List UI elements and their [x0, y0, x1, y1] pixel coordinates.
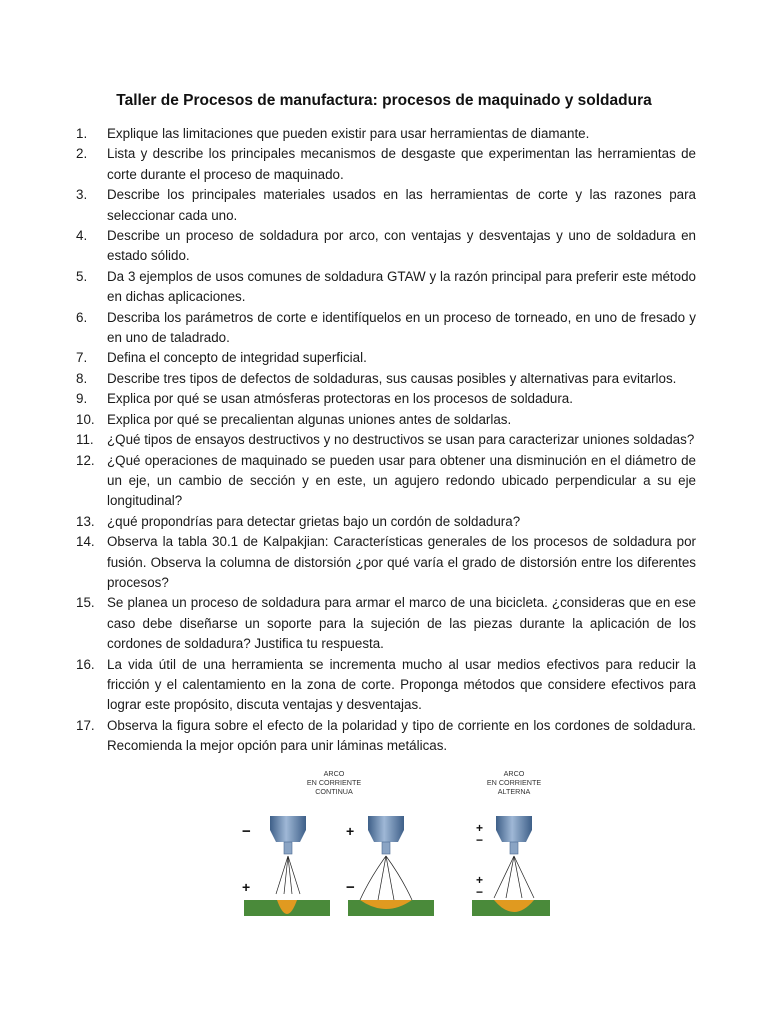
dc-label-line1: ARCO [323, 769, 345, 778]
electrode-icon [368, 816, 404, 842]
work-sign-plus: + [476, 873, 484, 887]
question-text: Explica por qué se usan atmósferas protectoras en los procesos de soldadura. [107, 391, 573, 407]
question-number: 9. [76, 391, 88, 407]
question-text: Describe un proceso de soldadura por arco, con ventajas y desventajas y uno de soldadura en estado sólido. [107, 228, 696, 264]
question-number: 4. [76, 228, 88, 244]
question-text: Explica por qué se precalientan algunas uniones antes de soldarlas. [107, 411, 512, 427]
arc-current-diagram [230, 766, 550, 926]
question-text: Describe los principales materiales usados en las herramientas de corte y las razones para seleccionar cada uno. [107, 187, 696, 223]
electrode-icon [270, 816, 306, 842]
question-number: 1. [76, 126, 88, 141]
question-number: 17. [76, 717, 95, 733]
question-text: ¿Qué operaciones de maquinado se pueden usar para obtener una disminución en el diámetro de un eje, un cambio de sección y en este, un agujero redondo ubicado perpendicular a su eje longitudinal? [107, 452, 696, 509]
question-item [76, 389, 696, 409]
question-list [76, 124, 696, 757]
question-text: Se planea un proceso de soldadura para armar el marco de una bicicleta. ¿consideras que en ese caso debe diseñarse un soporte para la sujeción de las piezas durante la aplicación de los cordones de soldadura? Justifica tu respuesta. [107, 595, 696, 652]
question-number: 12. [76, 452, 95, 468]
electrode-icon [496, 816, 532, 842]
question-item [76, 226, 696, 267]
question-number: 3. [76, 187, 88, 203]
question-number: 10. [76, 411, 95, 427]
question-item [76, 532, 696, 593]
question-text: Describe tres tipos de defectos de soldaduras, sus causas posibles y alternativas para evitarlos. [107, 370, 677, 386]
question-text: Observa la figura sobre el efecto de la polaridad y tipo de corriente en los cordones de soldadura. Recomienda la mejor opción para unir láminas metálicas. [107, 717, 696, 754]
question-item [76, 593, 696, 654]
question-number: 15. [76, 595, 95, 611]
question-number: 2. [76, 146, 88, 162]
question-item [76, 451, 696, 512]
panel-dc-reverse [346, 816, 434, 916]
question-item [76, 655, 696, 716]
electrode-sign: + [346, 823, 355, 839]
question-item [76, 144, 696, 185]
question-number: 8. [76, 370, 88, 386]
question-text: Defina el concepto de integridad superficial. [107, 350, 367, 366]
question-item [76, 267, 696, 308]
question-number: 11. [76, 432, 94, 448]
question-item [76, 512, 696, 532]
ac-label-line3: ALTERNA [497, 787, 531, 796]
question-item [76, 308, 696, 349]
question-item [76, 410, 696, 430]
question-number: 16. [76, 656, 95, 672]
question-item [76, 716, 696, 757]
question-text: La vida útil de una herramienta se incrementa mucho al usar medios efectivos para reducir la fricción y el calentamiento en la zona de corte. Proponga métodos que considere efectivos para lograr este propósito, discuta ventajas y desventajas. [107, 656, 696, 713]
question-number: 13. [76, 513, 95, 529]
question-text: ¿Qué tipos de ensayos destructivos y no destructivos se usan para caracterizar uniones soldadas? [107, 432, 695, 448]
question-text: Da 3 ejemplos de usos comunes de soldadura GTAW y la razón principal para preferir este método en dichas aplicaciones. [107, 268, 696, 305]
question-item [76, 369, 696, 389]
dc-label-line2: EN CORRIENTE [306, 778, 362, 787]
electrode-sign-minus: − [476, 833, 484, 847]
panel-dc-straight [242, 816, 330, 916]
question-text: Describa los parámetros de corte e identifíquelos en un proceso de torneado, en uno de fresado y en uno de taladrado. [107, 309, 696, 346]
question-text: ¿qué propondrías para detectar grietas bajo un cordón de soldadura? [107, 513, 521, 529]
question-text: Explique las limitaciones que pueden existir para usar herramientas de diamante. [107, 126, 590, 141]
work-sign: − [346, 879, 355, 896]
page-title: Taller de Procesos de manufactura: procesos de maquinado y soldadura [116, 92, 652, 109]
polarity-figure [230, 766, 550, 926]
dc-label-line3: CONTINUA [315, 787, 353, 796]
question-item [76, 430, 696, 450]
question-number: 14. [76, 534, 95, 550]
question-item [76, 124, 696, 144]
work-sign: + [242, 879, 251, 895]
question-number: 5. [76, 268, 88, 284]
ac-label-line1: ARCO [503, 769, 525, 778]
electrode-sign-plus: + [476, 821, 484, 835]
work-sign-minus: − [476, 885, 484, 899]
question-item [76, 348, 696, 368]
question-text: Lista y describe los principales mecanismos de desgaste que experimentan las herramientas de corte durante el proceso de maquinado. [107, 146, 696, 182]
question-number: 7. [76, 350, 88, 366]
panel-ac [472, 816, 550, 916]
question-number: 6. [76, 309, 88, 325]
question-text: Observa la tabla 30.1 de Kalpakjian: Características generales de los procesos de soldadura por fusión. Observa la columna de distorsión ¿por qué varía el grado de distorsión entre los diferentes procesos? [107, 534, 696, 590]
ac-label-line2: EN CORRIENTE [486, 778, 542, 787]
question-item [76, 185, 696, 226]
electrode-sign: − [242, 823, 251, 840]
